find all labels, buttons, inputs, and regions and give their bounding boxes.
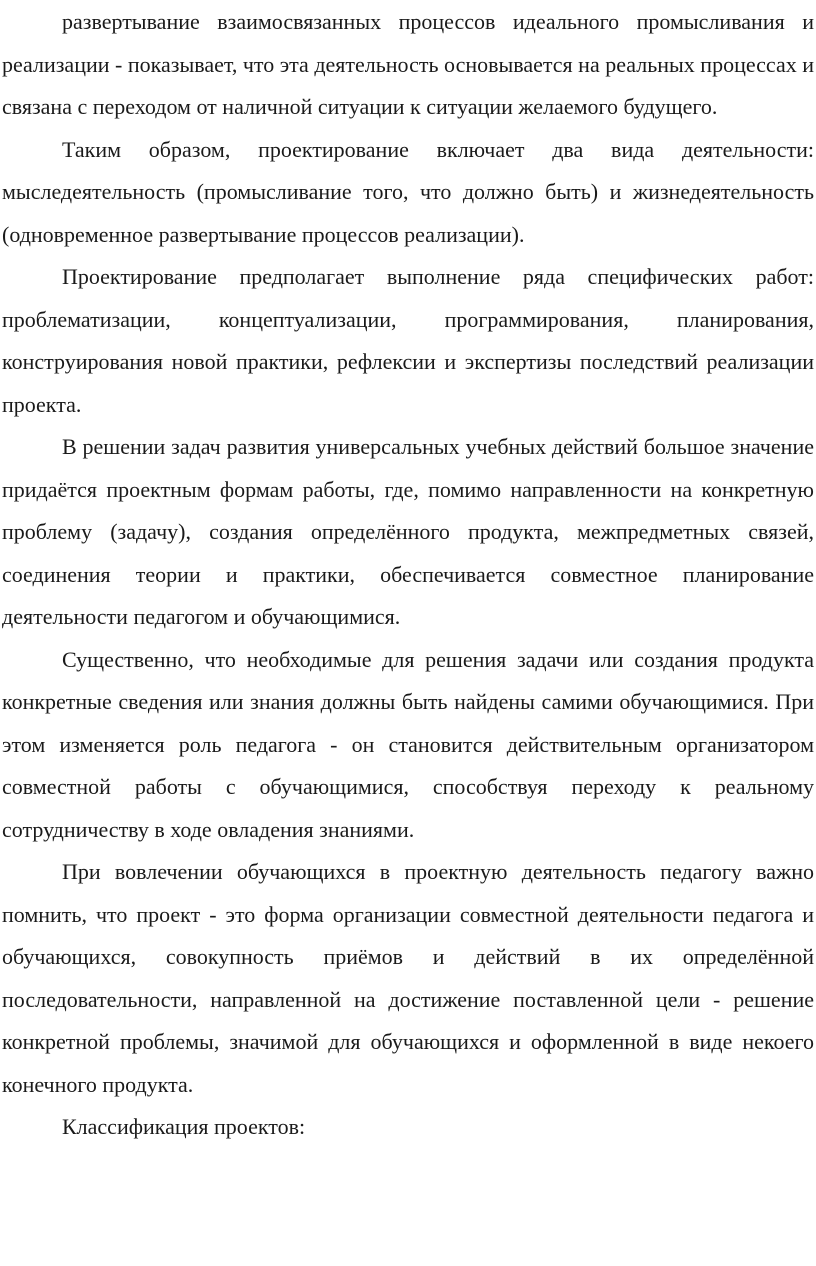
paragraph-teacher-role: Существенно, что необходимые для решения задачи или создания продукта конкретные сведения или знания должны быть найдены самими обучающимися. При этом изменяется роль педагога - он становится действительным организатором совместной работы с обучающимися, способствуя переходу к реальному сотрудничеству в ходе овладения знаниями. <box>2 646 814 842</box>
paragraph-two-activity-types: Таким образом, проектирование включает два вида деятельности: мыследеятельность (промысливание того, что должно быть) и жизнедеятельность (одновременное развертывание процессов реализации). <box>2 136 814 247</box>
paragraph-design-works: Проектирование предполагает выполнение ряда специфических работ: проблематизации, концептуализации, программирования, планирования, конструирования новой практики, рефлексии и экспертизы последствий реализации проекта. <box>2 264 814 417</box>
paragraph-classification-heading: Классификация проектов: <box>62 1114 306 1139</box>
paragraph-project-forms: В решении задач развития универсальных учебных действий большое значение придаётся проектным формам работы, где, помимо направленности на конкретную проблему (задачу), создания определённого продукта, межпредметных связей, соединения теории и практики, обеспечивается совместное планирование деятельности педагогом и обучающимися. <box>2 434 814 629</box>
paragraph-continuation: развертывание взаимосвязанных процессов идеального промысливания и реализации - показывает, что эта деятельность основывается на реальных процессах и связана с переходом от наличной ситуации к ситуации желаемого будущего. <box>2 9 814 119</box>
paragraph-project-definition: При вовлечении обучающихся в проектную деятельность педагогу важно помнить, что проект - это форма организации совместной деятельности педагога и обучающихся, совокупность приёмов и действий в их определённой последовательности, направленной на достижение поставленной цели - решение конкретной проблемы, значимой для обучающихся и оформленной в виде некоего конечного продукта. <box>2 859 814 1097</box>
